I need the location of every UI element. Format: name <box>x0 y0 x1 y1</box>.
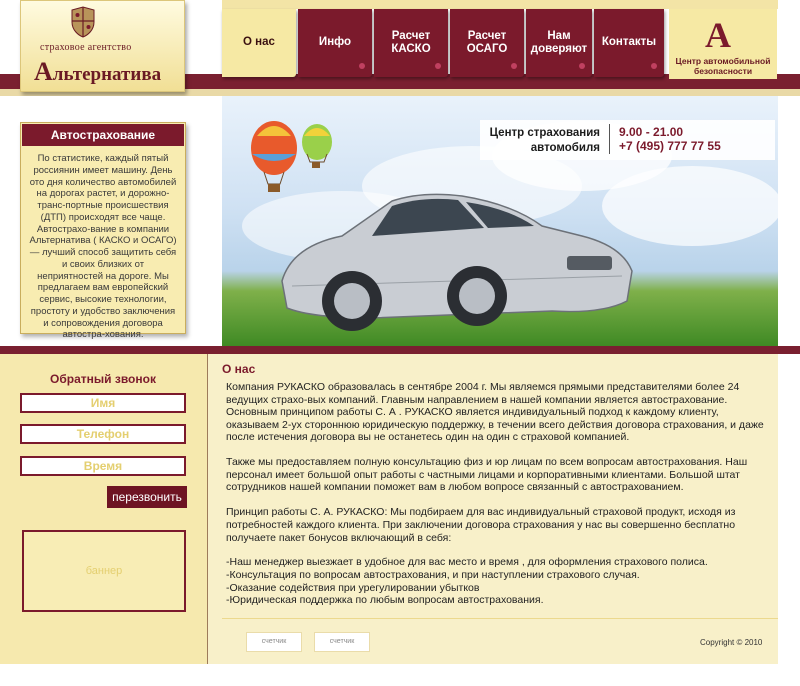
working-hours: 9.00 - 21.00 <box>619 125 684 139</box>
hero-divider <box>609 124 610 154</box>
logo-title <box>34 57 186 87</box>
balloon-icon <box>302 124 332 168</box>
callback-button[interactable]: перезвонить <box>107 486 187 508</box>
hero-caption <box>468 126 600 155</box>
counter-widget[interactable]: счетчик <box>314 632 370 652</box>
banner-placeholder[interactable]: баннер <box>22 530 186 612</box>
logo-title-initial: А <box>34 57 53 86</box>
callback-title: Обратный звонок <box>50 372 156 386</box>
phone-input[interactable]: Телефон <box>20 424 186 444</box>
nav-item-label: Инфо <box>318 36 352 49</box>
content-paragraph: Также мы предоставляем полную консультацию физ и юр лицам по всем вопросам автострахования. Наш персонал имеет большой опыт работы с частными лицами и корпоративными клиентами. Большой штат сотрудников нашей компании поможет вам в любом вопросе связанный с автострахованием. <box>226 456 748 494</box>
hero-caption-line: Центр страхования <box>489 127 600 139</box>
list-item: -Консультация по вопросам автострахования, и при наступлении страхового случая. <box>226 569 640 582</box>
nav-item-label: О нас <box>243 36 275 49</box>
list-item: -Оказание содействия при урегулировании убытков <box>226 581 480 594</box>
logo-title-rest: льтернатива <box>52 64 162 85</box>
nav-item[interactable] <box>298 9 372 77</box>
nav-dot-icon <box>435 63 441 69</box>
logo-subtitle: страховое агентство <box>40 42 132 53</box>
right-margin <box>778 354 800 686</box>
info-panel-title: Автострахование <box>22 124 184 146</box>
name-input[interactable]: Имя <box>20 393 186 413</box>
center-logo-text: Центр автомобильной безопасности <box>675 56 771 77</box>
menu-top-line <box>222 0 778 9</box>
nav-item-label: Расчет КАСКО <box>391 29 431 55</box>
nav-item-label: Расчет ОСАГО <box>466 29 508 55</box>
content-paragraph: Компания РУКАСКО образовалась в сентябре 2004 г. Мы являемся прямыми представителями более 24 ведущих страхо-вых компаний. Главным направлением в нашей компании является автострахование. Основным принципом работы С. А . РУКАСКО является индивидуальный подход к каждому клиенту, оказываем 2-ух стороннюю юридическую поддержку, в течении всего действия договора страхования, и даже после истечения договора вы не останетесь один на один с страховой компанией. <box>226 381 764 444</box>
shield-crest-icon <box>70 6 96 38</box>
nav-dot-icon <box>359 63 365 69</box>
column-divider <box>207 354 208 664</box>
nav-dot-icon <box>511 63 517 69</box>
bonus-list <box>226 556 774 606</box>
nav-item[interactable] <box>526 9 592 77</box>
nav-item-label: Нам доверяют <box>530 29 588 55</box>
hero-caption-line: автомобиля <box>530 141 600 154</box>
time-input[interactable]: Время <box>20 456 186 476</box>
content-paragraph: Принцип работы С. А. РУКАСКО: Мы подбираем для вас индивидуальный страховой продукт, исходя из потребностей каждого клиента. При заключении договора страхования у нас вы совершенно бесплатно получаете пакет бонусов включающий в себя: <box>226 506 736 544</box>
info-panel-text: По статистике, каждый пятый россиянин имеет машину. День ото дня количество автомобилей на дорогах растет, и дорожно-транс-портные происшествия (ДТП) происходят все чаще. Автострахо-вание в компании Альтернатива ( КАСКО и ОСАГО) — лучший способ защитить себя и своих близких от неприятностей на дороге. Мы предлагаем вам европейский сервис, высокие технологии, простоту и удобство заключения и сопровождения договора автостра-хования. <box>29 153 177 341</box>
list-item: -Наш менеджер выезжает в удобное для вас место и время , для оформления страхового полиса. <box>226 556 708 569</box>
balloon-icon <box>251 121 297 192</box>
copyright: Copyright © 2010 <box>700 638 763 647</box>
content-body <box>226 381 774 607</box>
nav-item[interactable] <box>594 9 664 77</box>
counter-widget[interactable]: счетчик <box>246 632 302 652</box>
footer-divider <box>222 618 778 619</box>
nav-item[interactable] <box>222 9 296 77</box>
nav-item[interactable] <box>450 9 524 77</box>
nav-dot-icon <box>651 63 657 69</box>
list-item: -Юридическая поддержка по любым вопросам автострахования. <box>226 594 544 607</box>
nav-item-label: Контакты <box>601 36 657 49</box>
content-title: О нас <box>222 362 256 376</box>
nav-dot-icon <box>579 63 585 69</box>
nav-item[interactable] <box>374 9 448 77</box>
center-logo-letter: А <box>705 15 731 55</box>
footer-bottom <box>0 664 800 686</box>
phone-number: +7 (495) 777 77 55 <box>619 139 721 153</box>
content-band <box>0 346 800 354</box>
